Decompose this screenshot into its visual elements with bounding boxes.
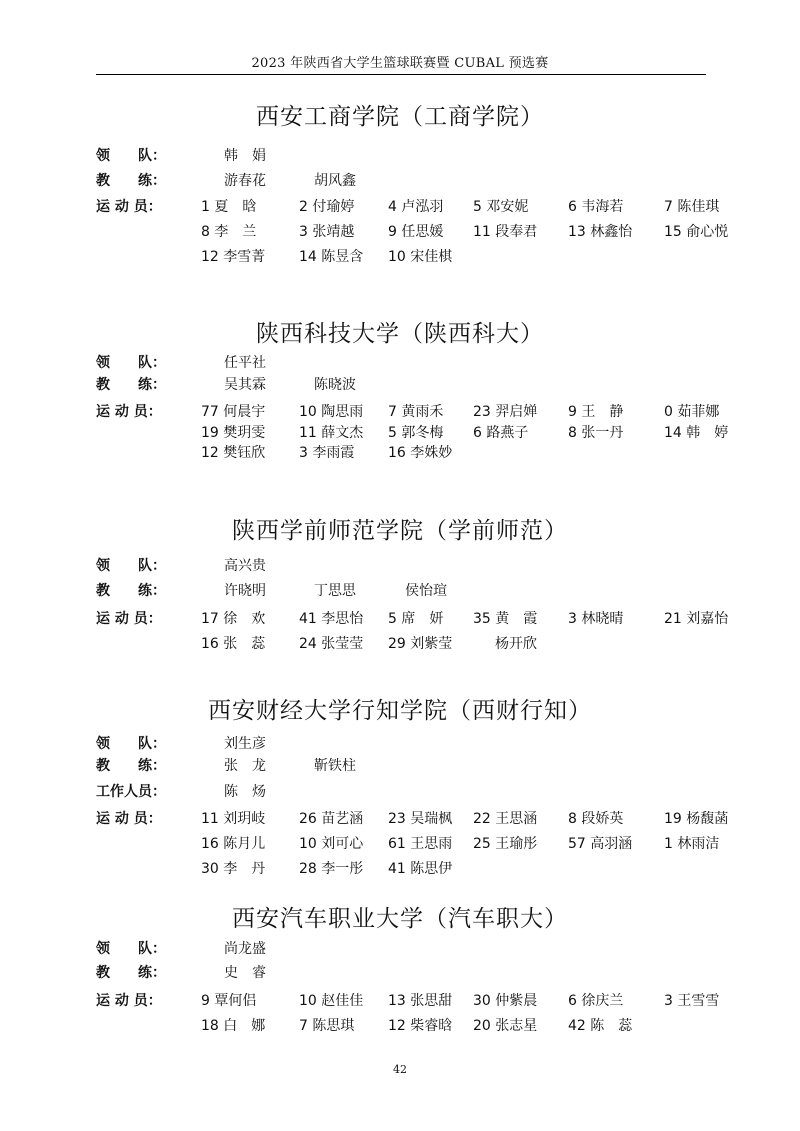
player-entry: 18 白 娜 xyxy=(201,1018,266,1034)
player-entry: 14 韩 婷 xyxy=(664,425,729,441)
player-entry: 5 郭冬梅 xyxy=(388,425,444,441)
player-entry: 9 任思媛 xyxy=(388,224,444,240)
player-entry: 41 李思怡 xyxy=(299,611,364,627)
player-entry: 57 高羽涵 xyxy=(568,836,633,852)
player-entry: 11 薛文杰 xyxy=(299,425,364,441)
staff-name: 靳铁柱 xyxy=(314,758,356,774)
player-entry: 4 卢泓羽 xyxy=(388,199,444,215)
player-entry: 11 段奉君 xyxy=(473,224,538,240)
role-label: 领 队： xyxy=(96,355,166,371)
team-title: 陕西科技大学（陕西科大） xyxy=(256,321,544,347)
player-entry: 24 张莹莹 xyxy=(299,636,364,652)
roster-row xyxy=(0,858,800,880)
roster-row xyxy=(0,833,800,855)
player-entry: 7 陈思琪 xyxy=(299,1018,355,1034)
player-entry: 5 席 妍 xyxy=(388,611,444,627)
player-entry: 1 林雨洁 xyxy=(664,836,720,852)
player-entry: 15 俞心悦 xyxy=(664,224,729,240)
staff-name: 陈 炀 xyxy=(224,784,266,800)
roster-row xyxy=(0,781,800,803)
running-header: 2023 年陕西省大学生篮球联赛暨 CUBAL 预选赛 xyxy=(251,56,549,71)
role-label: 运 动 员： xyxy=(96,611,162,627)
roster-row xyxy=(0,580,800,602)
staff-name: 任平社 xyxy=(224,355,266,371)
player-entry: 0 茹菲娜 xyxy=(664,404,720,420)
role-label: 教 练： xyxy=(96,965,166,981)
roster-row xyxy=(0,990,800,1012)
staff-name: 丁思思 xyxy=(314,583,356,599)
player-entry: 10 宋佳棋 xyxy=(388,249,453,265)
staff-name: 刘生彦 xyxy=(224,736,266,752)
roster-row xyxy=(0,1015,800,1037)
staff-name: 胡风鑫 xyxy=(314,173,356,189)
roster-row xyxy=(0,246,800,268)
roster-row xyxy=(0,962,800,984)
player-entry: 7 黄雨禾 xyxy=(388,404,444,420)
role-label: 领 队： xyxy=(96,148,166,164)
staff-name: 尚龙盛 xyxy=(224,941,266,957)
player-entry: 9 覃何侣 xyxy=(201,993,257,1009)
player-entry: 2 付瑜婷 xyxy=(299,199,355,215)
player-entry: 10 刘可心 xyxy=(299,836,364,852)
player-entry: 3 李雨霞 xyxy=(299,445,355,461)
staff-name: 游春花 xyxy=(224,173,266,189)
player-entry: 19 杨馥菡 xyxy=(664,811,729,827)
role-label: 运 动 员： xyxy=(96,993,162,1009)
player-entry: 30 李 丹 xyxy=(201,861,266,877)
role-label: 教 练： xyxy=(96,758,166,774)
player-entry: 8 段娇英 xyxy=(568,811,624,827)
roster-row xyxy=(0,733,800,755)
player-entry: 6 路燕子 xyxy=(473,425,529,441)
staff-name: 侯怡瑄 xyxy=(405,583,447,599)
player-entry: 30 仲紫晨 xyxy=(473,993,538,1009)
team-title: 西安财经大学行知学院（西财行知） xyxy=(208,698,592,724)
staff-name: 张 龙 xyxy=(224,758,266,774)
roster-row xyxy=(0,808,800,830)
roster-row xyxy=(0,170,800,192)
staff-name: 吴其霖 xyxy=(224,377,266,393)
team-title: 西安工商学院（工商学院） xyxy=(256,104,544,130)
player-entry: 12 柴睿晗 xyxy=(388,1018,453,1034)
player-entry: 12 樊钰欣 xyxy=(201,445,266,461)
player-entry: 16 陈月儿 xyxy=(201,836,266,852)
player-entry: 9 王 静 xyxy=(568,404,624,420)
player-entry: 17 徐 欢 xyxy=(201,611,266,627)
player-entry: 10 陶思雨 xyxy=(299,404,364,420)
header-rule xyxy=(96,74,706,75)
player-entry: 20 张志星 xyxy=(473,1018,538,1034)
role-label: 教 练： xyxy=(96,173,166,189)
player-entry: 21 刘嘉怡 xyxy=(664,611,729,627)
roster-row xyxy=(0,196,800,218)
player-entry: 25 王瑜彤 xyxy=(473,836,538,852)
player-entry: 13 林鑫怡 xyxy=(568,224,633,240)
player-entry: 35 黄 霞 xyxy=(473,611,538,627)
player-entry: 26 苗艺涵 xyxy=(299,811,364,827)
player-entry: 13 张思甜 xyxy=(388,993,453,1009)
role-label: 运 动 员： xyxy=(96,404,162,420)
player-entry: 23 羿启婵 xyxy=(473,404,538,420)
player-entry: 3 王雪雪 xyxy=(664,993,720,1009)
page-number: 42 xyxy=(393,1063,407,1076)
player-entry: 19 樊玥雯 xyxy=(201,425,266,441)
player-entry: 3 林晓晴 xyxy=(568,611,624,627)
player-entry: 28 李一彤 xyxy=(299,861,364,877)
player-entry: 22 王思涵 xyxy=(473,811,538,827)
player-entry: 61 王思雨 xyxy=(388,836,453,852)
player-entry: 6 韦海若 xyxy=(568,199,624,215)
roster-row xyxy=(0,555,800,577)
team-title: 西安汽车职业大学（汽车职大） xyxy=(232,906,568,932)
player-entry: 6 徐庆兰 xyxy=(568,993,624,1009)
staff-name: 韩 娟 xyxy=(224,148,266,164)
player-entry: 41 陈思伊 xyxy=(388,861,453,877)
roster-row xyxy=(0,442,800,464)
roster-row xyxy=(0,608,800,630)
player-entry: 10 赵佳佳 xyxy=(299,993,364,1009)
staff-name: 陈晓波 xyxy=(314,377,356,393)
player-entry: 29 刘紫莹 xyxy=(388,636,453,652)
player-entry: 5 邓安妮 xyxy=(473,199,529,215)
player-entry: 14 陈昱含 xyxy=(299,249,364,265)
role-label: 领 队： xyxy=(96,941,166,957)
player-entry: 12 李雪菁 xyxy=(201,249,266,265)
player-entry: 7 陈佳琪 xyxy=(664,199,720,215)
player-entry: 16 张 蕊 xyxy=(201,636,266,652)
roster-row xyxy=(0,352,800,374)
roster-row xyxy=(0,422,800,444)
role-label: 领 队： xyxy=(96,558,166,574)
player-entry: 1 夏 晗 xyxy=(201,199,257,215)
roster-row xyxy=(0,374,800,396)
role-label: 领 队： xyxy=(96,736,166,752)
role-label: 运 动 员： xyxy=(96,199,162,215)
player-entry: 11 刘玥岐 xyxy=(201,811,266,827)
staff-name: 高兴贵 xyxy=(224,558,266,574)
roster-row xyxy=(0,221,800,243)
player-entry: 杨开欣 xyxy=(495,636,537,652)
roster-row xyxy=(0,145,800,167)
player-entry: 42 陈 蕊 xyxy=(568,1018,633,1034)
staff-name: 史 睿 xyxy=(224,965,266,981)
player-entry: 77 何晨宇 xyxy=(201,404,266,420)
player-entry: 8 张一丹 xyxy=(568,425,624,441)
player-entry: 3 张靖越 xyxy=(299,224,355,240)
team-title: 陕西学前师范学院（学前师范） xyxy=(232,518,568,544)
role-label: 教 练： xyxy=(96,583,166,599)
staff-name: 许晓明 xyxy=(224,583,266,599)
roster-row xyxy=(0,938,800,960)
roster-row xyxy=(0,633,800,655)
player-entry: 8 李 兰 xyxy=(201,224,257,240)
role-label: 运 动 员： xyxy=(96,811,162,827)
player-entry: 23 吴瑞枫 xyxy=(388,811,453,827)
player-entry: 16 李姝妙 xyxy=(388,445,453,461)
role-label: 工作人员： xyxy=(96,784,166,800)
role-label: 教 练： xyxy=(96,377,166,393)
roster-row xyxy=(0,755,800,777)
roster-row xyxy=(0,401,800,423)
